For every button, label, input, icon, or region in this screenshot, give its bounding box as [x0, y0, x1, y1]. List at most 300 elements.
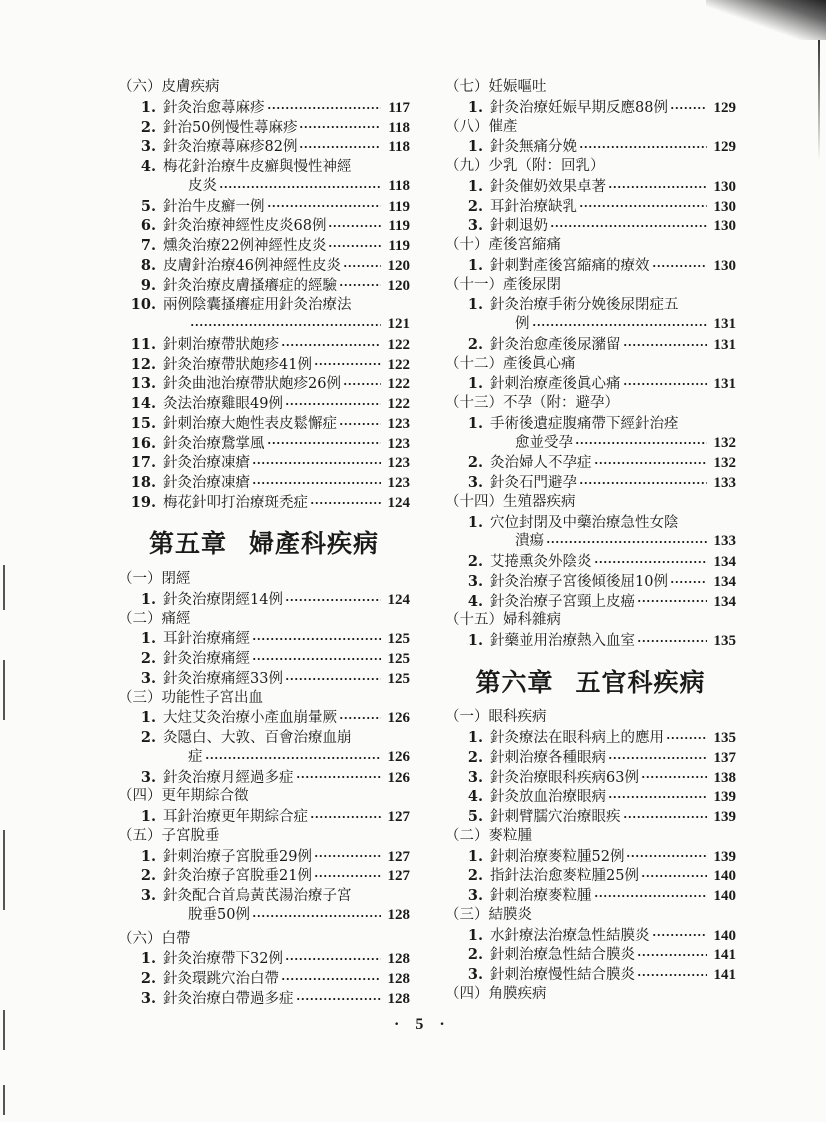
entry-title: 針治50例慢性蕁麻疹 — [163, 119, 298, 136]
dot-leader — [310, 812, 381, 822]
toc-entry — [445, 197, 736, 217]
entry-page-number: 124 — [387, 591, 410, 608]
toc-entry — [118, 629, 410, 649]
entry-number: 1. — [140, 808, 156, 825]
entry-page-number: 140 — [713, 888, 736, 904]
entry-number: 1. — [140, 630, 156, 648]
entry-title: 針灸治療子宮脫垂21例 — [163, 868, 312, 885]
entry-page-number: 139 — [713, 848, 736, 865]
dot-leader — [339, 713, 381, 723]
toc-entry-line — [118, 847, 410, 867]
toc-section-heading: （七）妊娠嘔吐 — [445, 79, 547, 95]
toc-entry-line — [118, 866, 410, 886]
chapter-title: 婦產科疾病 — [249, 529, 380, 559]
toc-entry — [445, 592, 736, 612]
toc-entry — [118, 414, 410, 434]
entry-number: 12. — [130, 355, 156, 373]
dot-leader — [281, 340, 381, 350]
toc-entry-line — [445, 866, 736, 886]
toc-section-heading: （三）結膜炎 — [445, 906, 532, 923]
entry-title: 針治牛皮癬一例 — [163, 198, 265, 215]
entry-title: 針灸環跳穴治白帶 — [163, 971, 279, 987]
entry-title: 大炷艾灸治療小產血崩暈厥 — [163, 710, 337, 727]
toc-section-heading: （三）功能性子宮出血 — [118, 689, 263, 706]
toc-entry-line — [445, 592, 736, 612]
entry-number: 11. — [130, 335, 156, 353]
toc-entry-line — [445, 374, 736, 394]
entry-page-number: 140 — [713, 868, 736, 885]
entry-number: 1. — [467, 375, 483, 393]
entry-title: 針灸配合首烏黃芪湯治療子宮 — [163, 888, 352, 904]
toc-entry — [445, 137, 736, 157]
toc-entry — [118, 394, 410, 414]
toc-entry — [118, 137, 410, 157]
entry-title: 針刺治療慢性結合膜炎 — [490, 967, 635, 983]
entry-number: 3. — [140, 887, 156, 904]
entry-number: 14. — [130, 395, 156, 412]
toc-entry — [445, 768, 736, 788]
toc-entry-line — [445, 98, 736, 118]
entry-number: 8. — [140, 256, 156, 274]
entry-page-number: 131 — [713, 376, 736, 393]
toc-entry — [118, 768, 410, 788]
dot-leader — [608, 182, 707, 192]
dot-leader — [190, 320, 381, 330]
toc-entry — [118, 434, 410, 454]
entry-title: 皮膚針治療46例神經性皮炎 — [163, 257, 341, 274]
entry-page-number: 127 — [387, 868, 410, 885]
entry-title: 針灸治療子宮頸上皮癌 — [490, 593, 635, 610]
entry-number: 7. — [140, 237, 156, 254]
entry-title: 針灸治療痛經 — [163, 651, 250, 667]
entry-number: 1. — [467, 632, 483, 649]
entry-title: 手術後遺症腹痛帶下經針治痊 — [490, 415, 679, 432]
entry-page-number: 126 — [387, 769, 410, 786]
entry-page-number: 141 — [713, 947, 736, 964]
toc-entry — [118, 256, 410, 276]
scan-edge-line — [3, 1085, 5, 1115]
toc-entry-line — [445, 453, 736, 473]
toc-entry-line — [118, 276, 410, 296]
toc-entry — [118, 886, 410, 926]
entry-page-number: 139 — [713, 809, 736, 825]
scan-edge-line — [3, 1010, 5, 1050]
entry-number: 3. — [140, 138, 156, 156]
toc-entry-line — [445, 473, 736, 493]
dot-leader — [546, 537, 707, 547]
entry-number: 15. — [130, 414, 156, 432]
toc-entry — [118, 453, 410, 473]
dot-leader — [623, 340, 708, 350]
toc-entry-line — [118, 590, 410, 610]
entry-number: 1. — [140, 709, 156, 727]
entry-page-number: 124 — [387, 494, 410, 511]
toc-entry-line — [118, 473, 410, 493]
entry-title: 針灸治療白帶過多症 — [163, 990, 294, 1007]
toc-entry-line — [445, 926, 736, 946]
toc-entry-continuation — [118, 748, 410, 768]
toc-entry — [445, 513, 736, 553]
entry-page-number: 132 — [713, 455, 736, 472]
entry-number: 2. — [140, 970, 156, 987]
entry-title: 針灸曲池治療帶狀皰疹26例 — [163, 376, 341, 393]
toc-section-heading: （四）角膜疾病 — [445, 985, 547, 1002]
entry-page-number: 130 — [713, 218, 736, 235]
entry-title: 灸隱白、大敦、百會治療血崩 — [163, 730, 352, 746]
toc-entry-line — [445, 886, 736, 906]
toc-entry — [445, 926, 736, 946]
toc-entry-line — [118, 118, 410, 138]
entry-number: 2. — [140, 118, 156, 136]
entry-title: 針灸治療子宮後傾後屈10例 — [490, 573, 668, 590]
dot-leader — [579, 142, 707, 152]
dot-leader — [314, 871, 381, 881]
dot-leader — [310, 498, 381, 508]
entry-title-continued: 脫垂50例 — [188, 906, 250, 923]
toc-entry — [118, 708, 410, 728]
toc-entry — [118, 216, 410, 236]
toc-entry — [445, 216, 736, 236]
entry-title: 針刺治療子宮脫垂29例 — [163, 848, 312, 865]
entry-page-number: 122 — [387, 336, 410, 353]
toc-entry — [118, 847, 410, 867]
dot-leader — [252, 478, 381, 488]
toc-section-heading: （八）催產 — [445, 118, 518, 135]
entry-title: 針刺治療帶狀皰疹 — [163, 336, 279, 353]
entry-page-number: 135 — [713, 730, 736, 746]
toc-entry-line — [118, 414, 410, 434]
dot-leader — [285, 595, 381, 605]
dot-leader — [285, 399, 381, 409]
toc-entry-line — [445, 177, 736, 197]
toc-entry — [118, 949, 410, 969]
entry-title: 針灸治療凍瘡 — [163, 475, 250, 491]
toc-entry — [445, 748, 736, 768]
entry-page-number: 117 — [388, 99, 410, 116]
entry-title: 針灸治療凍瘡 — [163, 455, 250, 472]
entry-number: 1. — [467, 729, 483, 746]
dot-leader — [296, 994, 382, 1004]
toc-entry — [118, 493, 410, 513]
entry-number: 5. — [467, 808, 483, 825]
dot-leader — [623, 812, 708, 822]
dot-leader — [285, 674, 381, 684]
toc-entry — [118, 649, 410, 669]
entry-number: 3. — [467, 966, 483, 983]
dot-leader — [267, 103, 382, 113]
entry-page-number: 127 — [387, 848, 410, 865]
toc-entry-line — [118, 295, 410, 315]
toc-entry-line — [118, 335, 410, 355]
entry-title: 針灸治療妊娠早期反應88例 — [490, 99, 668, 116]
entry-title: 針灸治療蕁麻疹82例 — [163, 139, 298, 156]
entry-number: 2. — [467, 553, 483, 570]
entry-page-number: 125 — [387, 670, 410, 687]
toc-entry-line — [445, 847, 736, 867]
entry-title: 針灸無痛分娩 — [490, 139, 577, 156]
entry-number: 1. — [467, 847, 483, 865]
toc-section-heading: （十四）生殖器疾病 — [445, 493, 576, 510]
toc-entry-line — [118, 493, 410, 513]
entry-title-continued: 症 — [188, 748, 203, 765]
chapter-number: 第六章 — [475, 667, 554, 697]
dot-leader — [328, 221, 381, 231]
toc-entry-continuation — [445, 315, 736, 335]
dot-leader — [608, 753, 707, 763]
dot-leader — [205, 753, 382, 763]
toc-entry — [445, 374, 736, 394]
dot-leader — [267, 438, 382, 448]
scan-edge-shadow — [818, 40, 820, 160]
dot-leader — [670, 103, 707, 113]
entry-page-number: 135 — [713, 633, 736, 649]
toc-entry-line — [445, 137, 736, 157]
toc-entry-line — [445, 572, 736, 592]
entry-title: 針灸治愈蕁麻疹 — [163, 99, 265, 116]
toc-entry-line — [118, 374, 410, 394]
dot-leader — [641, 772, 707, 782]
entry-page-number: 122 — [387, 376, 410, 393]
toc-entry-line — [445, 513, 736, 533]
entry-number: 1. — [140, 590, 156, 608]
entry-number: 4. — [467, 592, 483, 610]
dot-leader — [252, 654, 381, 664]
entry-page-number: 120 — [387, 257, 410, 274]
dot-leader — [252, 911, 381, 921]
entry-title: 耳針治療缺乳 — [490, 198, 577, 215]
entry-number: 2. — [467, 335, 483, 353]
entry-number: 1. — [140, 847, 156, 865]
dot-leader — [314, 851, 381, 861]
dot-leader — [579, 201, 707, 211]
dot-leader — [343, 379, 381, 389]
dot-leader — [652, 930, 708, 940]
entry-page-number: 134 — [713, 554, 736, 570]
entry-title: 針灸石門避孕 — [490, 475, 577, 491]
toc-entry-line — [445, 256, 736, 276]
entry-page-number: 119 — [388, 198, 410, 215]
toc-section-heading: （十一）產後尿閉 — [445, 276, 561, 293]
toc-entry-line — [118, 236, 410, 256]
dot-leader — [296, 772, 382, 782]
entry-title: 灸法治療雞眼49例 — [163, 396, 283, 412]
toc-entry — [118, 98, 410, 118]
dot-leader — [666, 733, 707, 743]
entry-title-continued: 愈並受孕 — [515, 434, 573, 451]
toc-section-heading: （二）痛經 — [118, 610, 191, 627]
dot-leader — [594, 557, 708, 567]
entry-page-number: 134 — [713, 573, 736, 590]
toc-entry-line — [118, 434, 410, 454]
toc-entry — [118, 590, 410, 610]
entry-page-number: 119 — [388, 218, 410, 235]
entry-number: 3. — [467, 217, 483, 235]
entry-number: 5. — [140, 197, 156, 215]
dot-leader — [575, 438, 707, 448]
entry-number: 1. — [467, 138, 483, 156]
dot-leader — [219, 182, 381, 192]
entry-title: 兩例陰囊搔癢症用針灸治療法 — [163, 297, 352, 314]
toc-entry-line — [118, 708, 410, 728]
dot-leader — [579, 478, 707, 488]
entry-number: 10. — [130, 296, 156, 314]
entry-title: 針刺治療麥粒腫 — [490, 888, 592, 904]
toc-entry-line — [445, 295, 736, 315]
toc-entry — [118, 236, 410, 256]
toc-entry-continuation — [445, 434, 736, 454]
toc-entry-line — [118, 949, 410, 969]
toc-section-heading: （六）皮膚疾病 — [118, 79, 220, 95]
toc-entry-line — [445, 965, 736, 985]
entry-title: 艾捲熏灸外陰炎 — [490, 554, 592, 570]
entry-page-number: 123 — [387, 455, 410, 472]
toc-entry — [118, 118, 410, 138]
entry-page-number: 129 — [713, 99, 736, 116]
toc-entry — [118, 355, 410, 375]
toc-entry — [445, 847, 736, 867]
entry-number: 1. — [467, 296, 483, 314]
entry-number: 3. — [140, 768, 156, 786]
dot-leader — [281, 974, 381, 984]
entry-number: 1. — [467, 513, 483, 531]
dot-leader — [328, 241, 381, 251]
toc-section-heading: （十三）不孕（附：避孕） — [445, 395, 619, 411]
entry-number: 1. — [140, 950, 156, 968]
entry-title: 針刺治療產後眞心痛 — [490, 376, 621, 393]
entry-number: 3. — [467, 572, 483, 590]
entry-title: 針灸治療痛經33例 — [163, 670, 283, 687]
entry-title: 水針療法治療急性結膜炎 — [490, 927, 650, 944]
toc-section-heading: （一）閉經 — [118, 571, 191, 587]
toc-section-heading: （四）更年期綜合徵 — [118, 788, 249, 805]
dot-leader — [637, 596, 707, 606]
entry-number: 1. — [467, 177, 483, 195]
toc-entry — [445, 807, 736, 827]
dot-leader — [670, 577, 707, 587]
toc-entry — [118, 669, 410, 689]
dot-leader — [532, 320, 708, 330]
toc-entry-line — [118, 807, 410, 827]
entry-title: 針刺治療麥粒腫52例 — [490, 848, 625, 865]
entry-page-number: 126 — [387, 710, 410, 727]
toc-entry-line — [118, 669, 410, 689]
toc-entry — [445, 295, 736, 335]
entry-number: 2. — [467, 748, 483, 766]
toc-entry-line — [118, 394, 410, 414]
toc-entry-line — [118, 98, 410, 118]
dot-leader — [637, 970, 707, 980]
entry-title: 針灸治療鵞掌風 — [163, 435, 265, 452]
entry-title: 梅花針治療牛皮癬與慢性神經 — [163, 159, 352, 175]
toc-section-heading: （二）麥粒腫 — [445, 827, 532, 844]
toc-entry-continuation — [445, 532, 736, 552]
entry-page-number: 123 — [387, 435, 410, 452]
toc-entry — [445, 552, 736, 572]
entry-title: 灸治婦人不孕症 — [490, 455, 592, 472]
toc-entry — [118, 335, 410, 355]
scan-edge-line — [3, 660, 5, 720]
entry-title: 耳針治療更年期綜合症 — [163, 809, 308, 825]
entry-page-number: 129 — [713, 139, 736, 156]
entry-title: 針灸放血治療眼病 — [490, 789, 606, 806]
dot-leader — [623, 379, 708, 389]
entry-title: 針灸治療帶狀皰疹41例 — [163, 356, 312, 373]
toc-entry — [118, 969, 410, 989]
page-number: · 5 · — [394, 1016, 451, 1033]
toc-entry-line — [445, 631, 736, 651]
toc-column-left — [118, 78, 410, 1009]
entry-page-number: 133 — [713, 475, 736, 491]
entry-page-number: 131 — [713, 336, 736, 353]
entry-page-number: 128 — [387, 906, 410, 923]
toc-entry — [445, 886, 736, 906]
entry-page-number: 127 — [387, 809, 410, 825]
entry-page-number: 123 — [387, 475, 410, 491]
dot-leader — [637, 950, 707, 960]
entry-number: 2. — [467, 197, 483, 215]
entry-title: 針刺退奶 — [490, 218, 548, 235]
toc-entry-line — [118, 453, 410, 473]
toc-entry-line — [445, 197, 736, 217]
dot-leader — [550, 221, 707, 231]
toc-entry — [445, 945, 736, 965]
entry-title: 梅花針叩打治療斑禿症 — [163, 494, 308, 511]
toc-entry — [118, 866, 410, 886]
dot-leader — [252, 634, 381, 644]
entry-number: 3. — [467, 474, 483, 491]
entry-title: 針灸治療閉經14例 — [163, 591, 283, 608]
entry-page-number: 139 — [713, 789, 736, 806]
entry-page-number: 128 — [387, 971, 410, 987]
entry-number: 1. — [467, 256, 483, 274]
entry-title: 穴位封閉及中藥治療急性女陰 — [490, 514, 679, 531]
scan-edge-line — [3, 830, 5, 910]
toc-section-heading: （六）白帶 — [118, 930, 191, 947]
entry-page-number: 137 — [713, 749, 736, 766]
entry-page-number: 132 — [713, 434, 736, 451]
entry-title: 針灸療法在眼科病上的應用 — [490, 730, 664, 746]
dot-leader — [594, 891, 708, 901]
entry-title: 針藥並用治療熱入血室 — [490, 633, 635, 649]
entry-title: 燻灸治療22例神經性皮炎 — [163, 238, 327, 254]
entry-page-number: 130 — [713, 257, 736, 274]
entry-title: 針灸治療手術分娩後尿閉症五 — [490, 297, 679, 314]
entry-number: 19. — [130, 493, 156, 511]
entry-number: 13. — [130, 375, 156, 393]
dot-leader — [637, 636, 707, 646]
entry-title-continued: 潰瘍 — [515, 533, 544, 550]
toc-entry-line — [445, 945, 736, 965]
chapter-heading — [445, 651, 736, 709]
entry-number: 3. — [467, 887, 483, 904]
entry-number: 2. — [467, 867, 483, 885]
entry-title: 耳針治療痛經 — [163, 631, 250, 648]
entry-title: 針灸治療皮膚搔癢症的經驗 — [163, 277, 337, 294]
entry-number: 1. — [140, 98, 156, 116]
entry-page-number: 130 — [713, 178, 736, 195]
entry-title: 針灸治療神經性皮炎68例 — [163, 218, 327, 235]
entry-number: 2. — [140, 650, 156, 667]
scan-corner-shadow — [706, 0, 826, 40]
toc-section-heading: （九）少乳（附：回乳） — [445, 158, 605, 174]
entry-title-continued: 皮炎 — [188, 177, 217, 194]
entry-number: 3. — [140, 669, 156, 687]
toc-entry-line — [445, 552, 736, 572]
entry-page-number: 128 — [387, 951, 410, 968]
toc-entry-line — [445, 748, 736, 768]
entry-number: 16. — [130, 434, 156, 452]
toc-entry-line — [118, 768, 410, 788]
